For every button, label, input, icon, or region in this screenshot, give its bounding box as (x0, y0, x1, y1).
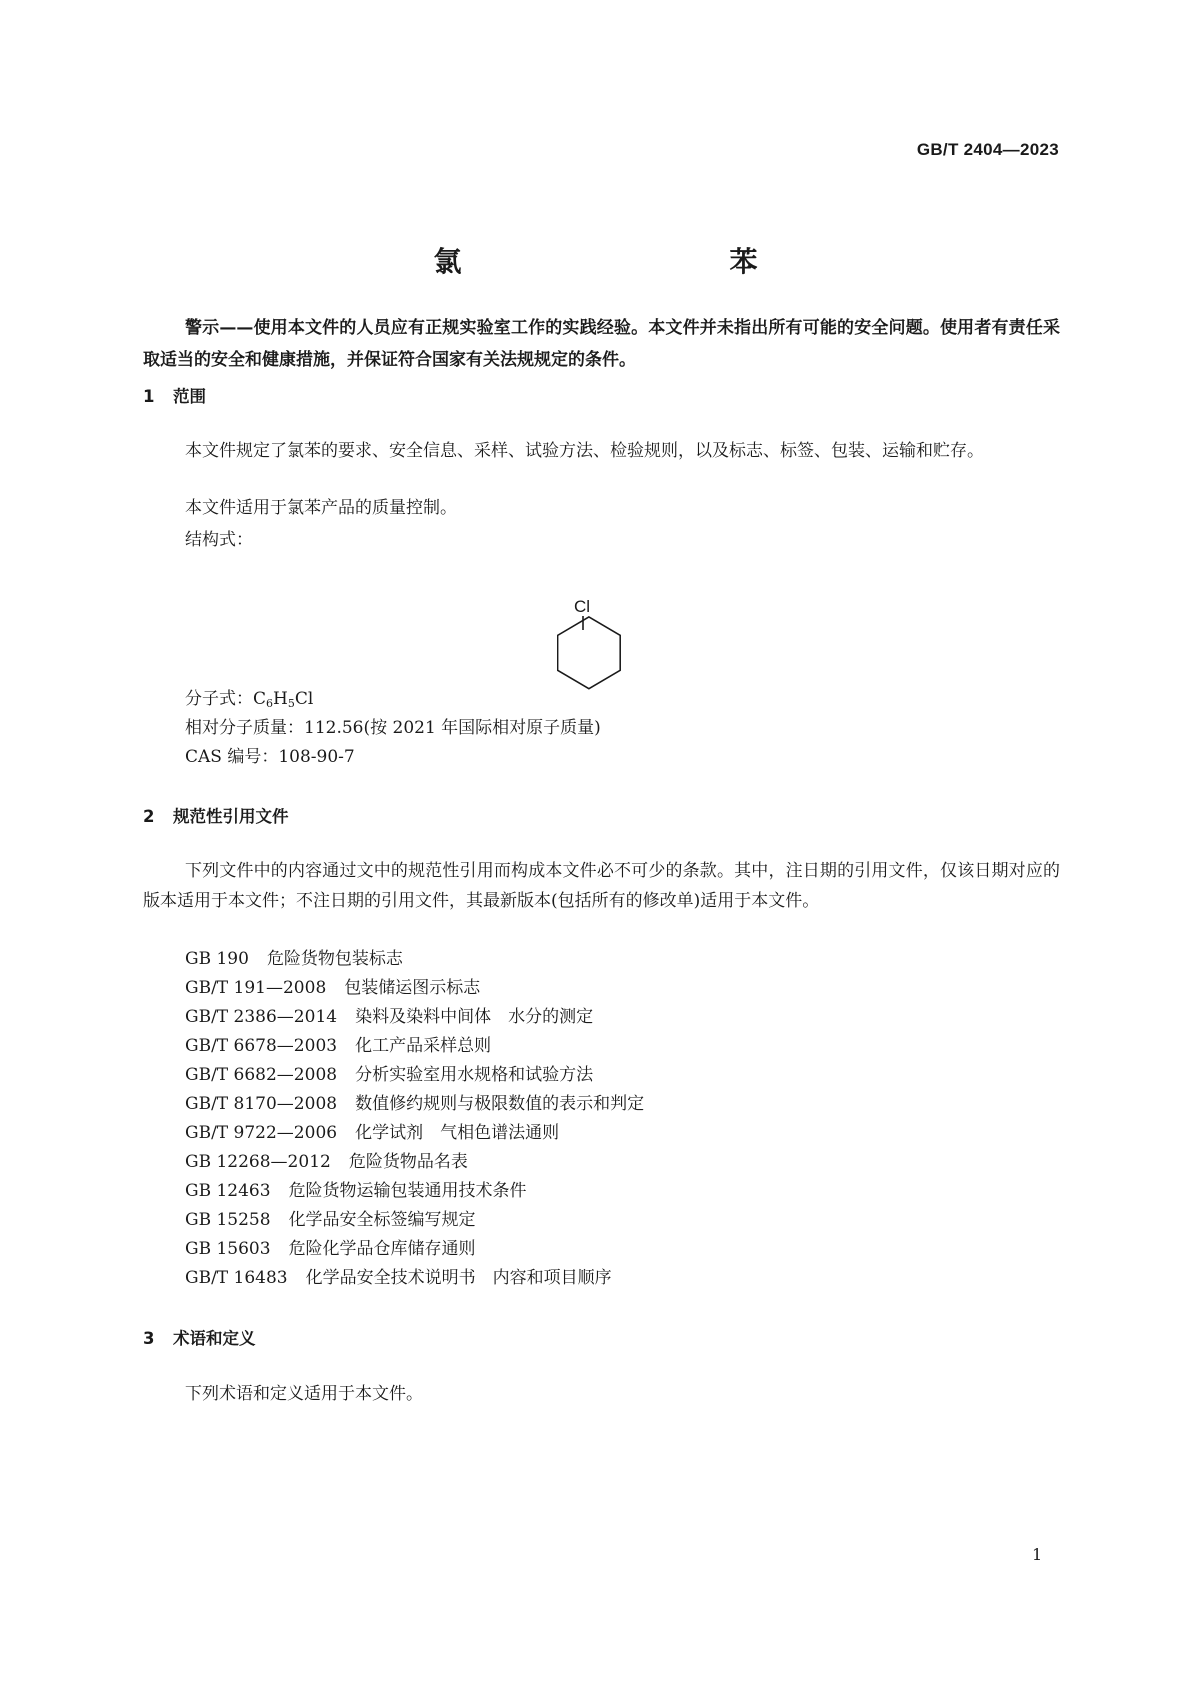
page-number: 1 (1032, 1545, 1043, 1564)
reference-code: GB 12463 (185, 1181, 271, 1201)
molar-mass: 相对分子质量：112.56(按 2021 年国际相对原子质量) (185, 718, 601, 738)
reference-title: 危险货物品名表 (348, 1152, 468, 1172)
reference-title: 危险化学品仓库储存通则 (288, 1239, 476, 1259)
reference-title: 化工产品采样总则 (355, 1036, 492, 1056)
reference-code: GB/T 191—2008 (185, 978, 327, 998)
section-2-heading (143, 803, 289, 827)
benzene-ring (558, 617, 621, 689)
reference-item (185, 1204, 476, 1236)
formula-c: C (253, 689, 267, 709)
reference-title: 化学试剂 气相色谱法通则 (355, 1123, 560, 1143)
reference-item (185, 1233, 476, 1265)
reference-item (185, 943, 403, 975)
scope-applicability: 本文件适用于氯苯产品的质量控制。 (185, 498, 457, 518)
chlorobenzene-structure (557, 592, 647, 707)
warning-notice: 警示——使用本文件的人员应有正规实验室工作的实践经验。本文件并未指出所有可能的安全问题。使用者有责任采取适当的安全和健康措施，并保证符合国家有关法规规定的条件。 (143, 318, 1060, 370)
reference-item (185, 1001, 593, 1033)
formula-c-sub: 6 (266, 697, 274, 710)
reference-code: GB/T 6678—2003 (185, 1036, 338, 1056)
structure-label: 结构式： (185, 530, 253, 550)
reference-item (185, 1146, 468, 1178)
reference-code: GB/T 16483 (185, 1268, 288, 1288)
reference-item (185, 1117, 559, 1149)
reference-code: GB/T 6682—2008 (185, 1065, 338, 1085)
section-1-title: 范围 (173, 387, 206, 406)
document-number: GB/T 2404—2023 (916, 140, 1059, 159)
references-intro: 下列文件中的内容通过文中的规范性引用而构成本文件必不可少的条款。其中，注日期的引用文件，仅该日期对应的版本适用于本文件；不注日期的引用文件，其最新版本(包括所有的修改单)适用于本文件。 (143, 861, 1060, 911)
reference-title: 化学品安全标签编写规定 (288, 1210, 476, 1230)
section-2-title: 规范性引用文件 (173, 807, 289, 826)
reference-title: 数值修约规则与极限数值的表示和判定 (355, 1094, 645, 1114)
reference-title: 化学品安全技术说明书 内容和项目顺序 (305, 1268, 612, 1288)
reference-code: GB 15258 (185, 1210, 271, 1230)
section-3-number: 3 (143, 1329, 155, 1348)
reference-title: 危险货物运输包装通用技术条件 (288, 1181, 527, 1201)
document-title: 氯 苯 (433, 245, 878, 278)
section-3-heading (143, 1325, 256, 1349)
formula-label: 分子式： (185, 689, 253, 709)
reference-item (185, 1088, 644, 1120)
section-2-number: 2 (143, 807, 155, 826)
reference-code: GB/T 9722—2006 (185, 1123, 338, 1143)
reference-item (185, 1175, 527, 1207)
reference-item (185, 1030, 491, 1062)
reference-code: GB 15603 (185, 1239, 271, 1259)
formula-cl: Cl (294, 689, 314, 709)
structure-atom-label: Cl (574, 597, 591, 616)
terms-intro: 下列术语和定义适用于本文件。 (185, 1384, 423, 1404)
cas-number: CAS 编号：108-90-7 (185, 747, 355, 767)
section-1-heading (143, 383, 206, 407)
formula-h-sub: 5 (287, 697, 295, 710)
reference-code: GB/T 8170—2008 (185, 1094, 338, 1114)
reference-code: GB 12268—2012 (185, 1152, 331, 1172)
reference-item (185, 1059, 593, 1091)
formula-h: H (273, 689, 288, 709)
reference-title: 危险货物包装标志 (266, 949, 403, 969)
reference-title: 分析实验室用水规格和试验方法 (355, 1065, 594, 1085)
reference-code: GB/T 2386—2014 (185, 1007, 338, 1027)
reference-item (185, 1262, 612, 1294)
reference-title: 染料及染料中间体 水分的测定 (355, 1007, 594, 1027)
molecular-formula (185, 683, 313, 715)
reference-code: GB 190 (185, 949, 249, 969)
reference-title: 包装储运图示标志 (344, 978, 481, 998)
section-1-number: 1 (143, 387, 155, 406)
reference-item (185, 972, 480, 1004)
section-3-title: 术语和定义 (173, 1329, 256, 1348)
scope-paragraph: 本文件规定了氯苯的要求、安全信息、采样、试验方法、检验规则，以及标志、标签、包装、运输和贮存。 (185, 441, 984, 461)
